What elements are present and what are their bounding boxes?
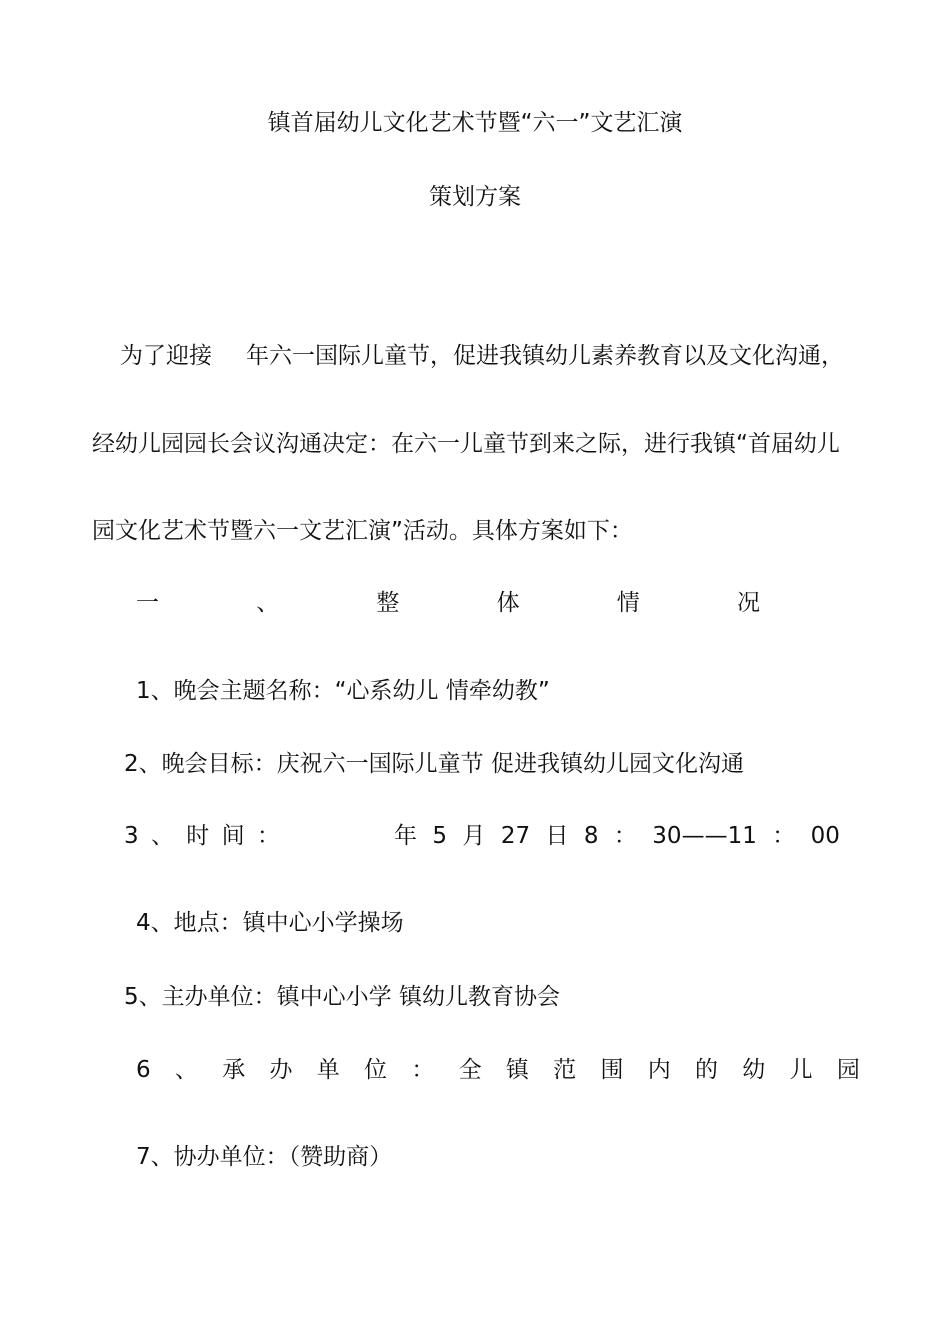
section-heading-char: 情 — [616, 590, 640, 616]
item-6-char: ： — [411, 1057, 435, 1083]
item-3-value-part: 年 — [394, 823, 417, 849]
section-heading-char: 体 — [496, 590, 520, 616]
item-3-value-part: 30——11 — [652, 823, 757, 849]
intro-line-1 — [120, 341, 844, 371]
item-3-value — [394, 821, 840, 851]
item-6-char: 内 — [647, 1057, 671, 1083]
section-heading-1 — [136, 588, 760, 618]
item-6-char: 的 — [695, 1057, 719, 1083]
item-6-char: 幼 — [742, 1057, 766, 1083]
item-5-host: 5、主办单位：镇中心小学 镇幼儿教育协会 — [124, 984, 560, 1010]
item-7-sponsor: 7、协办单位：（赞助商） — [136, 1144, 393, 1170]
item-3-value-part: 月 — [462, 823, 486, 849]
item-6-char: 镇 — [505, 1057, 529, 1083]
section-heading-char: 一 — [136, 590, 159, 616]
document-title: 镇首届幼儿文化艺术节暨“六一”文艺汇演 — [267, 110, 683, 136]
item-3-value-part: ： — [772, 823, 796, 849]
item-6-char: 儿 — [789, 1057, 813, 1083]
section-heading-char: 、 — [256, 590, 280, 616]
item-6-char: 围 — [600, 1057, 624, 1083]
item-3-label-char: ： — [256, 823, 280, 849]
item-6-char: 6 — [136, 1057, 151, 1083]
item-3-value-part: 日 — [545, 823, 569, 849]
item-3-label-char: 间 — [221, 823, 245, 849]
item-4-location: 4、地点：镇中心小学操场 — [136, 910, 404, 936]
item-6-organizer — [136, 1055, 860, 1085]
item-6-char: 全 — [458, 1057, 482, 1083]
item-6-char: 承 — [222, 1057, 246, 1083]
intro-line-3: 园文化艺术节暨六一文艺汇演”活动。具体方案如下： — [92, 518, 633, 544]
item-3-value-part: 8 — [583, 823, 599, 849]
section-heading-char: 整 — [376, 590, 400, 616]
item-3-value-part: 00 — [810, 823, 840, 849]
item-3-value-part: 27 — [500, 823, 531, 849]
item-6-char: 位 — [364, 1057, 388, 1083]
section-heading-char: 况 — [736, 590, 760, 616]
intro-line-1-start: 为了迎接 — [120, 343, 212, 369]
item-3-value-part: 5 — [432, 823, 448, 849]
item-2-goal: 2、晚会目标：庆祝六一国际儿童节 促进我镇幼儿园文化沟通 — [124, 751, 744, 777]
item-6-char: 园 — [836, 1057, 860, 1083]
item-6-char: 单 — [316, 1057, 340, 1083]
item-6-char: 、 — [174, 1057, 198, 1083]
item-3-value-part: ： — [613, 823, 637, 849]
item-3-label-char: 、 — [150, 823, 174, 849]
item-1-theme: 1、晚会主题名称：“心系幼儿 情牵幼教” — [136, 678, 550, 704]
intro-line-2: 经幼儿园园长会议沟通决定：在六一儿童节到来之际，进行我镇“首届幼儿 — [92, 431, 840, 457]
item-3-label — [124, 821, 280, 851]
item-6-char: 范 — [553, 1057, 577, 1083]
item-3-label-char: 3 — [124, 823, 139, 849]
item-6-char: 办 — [269, 1057, 293, 1083]
item-3-label-char: 时 — [186, 823, 210, 849]
intro-line-1-rest: 年六一国际儿童节，促进我镇幼儿素养教育以及文化沟通， — [246, 343, 844, 369]
document-subtitle: 策划方案 — [429, 184, 521, 210]
